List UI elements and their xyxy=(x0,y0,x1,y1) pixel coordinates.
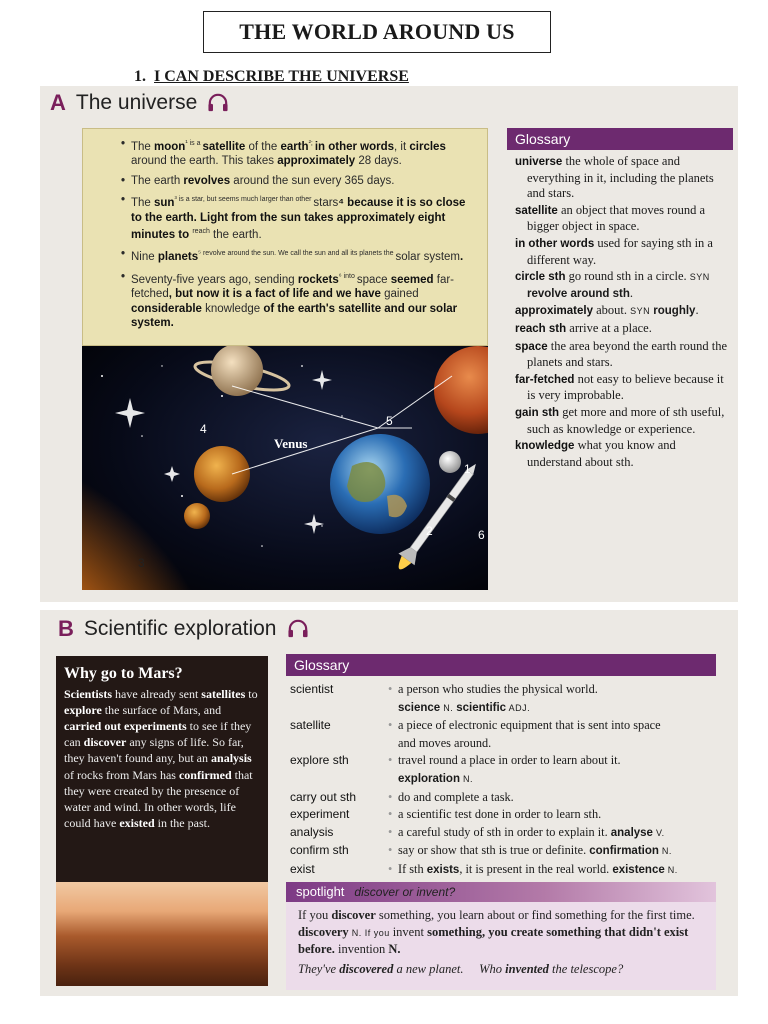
universe-glossary xyxy=(507,128,733,471)
spotlight-examples: They've discovered a new planet. Who invented the telescope? xyxy=(298,961,624,976)
venus-label: Venus xyxy=(274,436,308,451)
glossary-entry: approximately about. SYN roughly. xyxy=(515,303,699,318)
glossary-title: Glossary xyxy=(507,128,733,150)
glossary-row: scientist • a person who studies the physical world. science N. scientific ADJ. xyxy=(290,681,716,717)
label-3: 3 xyxy=(138,556,145,570)
glossary-entry: gain sth get more and more of sth useful, such as knowledge or experience. xyxy=(515,404,725,436)
exploration-glossary xyxy=(286,654,716,880)
mars xyxy=(434,346,488,434)
glossary-row: exist • If sth exists, it is present in the real world. existence N. xyxy=(290,861,716,880)
glossary-row: experiment • a scientific test done in order to learn sth. xyxy=(290,806,716,824)
spotlight-box xyxy=(286,882,716,990)
label-2: 2 xyxy=(426,524,433,538)
section-b-heading: B Scientific exploration xyxy=(58,616,309,642)
mars-paragraph: Scientists have already sent satellites to explore the surface of Mars, and carried out experiments to see if they can discover any signs of life. So far, they haven't found any, but an analysis of rocks from Mars has confirmed that they were created by the presence of water and wind. In other words, life could have existed in the past. xyxy=(64,687,258,830)
solar-system-illustration xyxy=(82,346,488,590)
venus xyxy=(194,446,250,502)
headphones-icon xyxy=(207,93,229,113)
note-item: • Nine planets$^{^5 revolve around the sun. We call the sun and all its planets the}$ solar system. xyxy=(131,247,471,264)
saturn xyxy=(211,346,263,396)
glossary-entry: reach sth arrive at a place. xyxy=(515,320,652,335)
label-6: 6 xyxy=(478,528,485,542)
glossary-entry: far-fetched not easy to believe because it is very improbable. xyxy=(515,371,724,403)
glossary-entry: space the area beyond the earth round the planets and stars. xyxy=(515,338,728,370)
glossary-entry: universe the whole of space and everything in it, including the planets and stars. xyxy=(515,154,714,201)
glossary-row: satellite • a piece of electronic equipment that is sent into space and moves around. xyxy=(290,717,716,752)
note-item: • The earth revolves around the sun every 365 days. xyxy=(131,174,471,189)
glossary-row: explore sth • travel round a place in order to learn about it. exploration N. xyxy=(290,752,716,788)
mercury xyxy=(184,503,210,529)
section-scientific-exploration xyxy=(40,610,738,996)
mars-text-box xyxy=(56,656,268,986)
note-item: • The moon$^{^1 is a}$ satellite of the earth$^{^2;}$ in other words, it circles around the earth. This takes approximately 28 days. xyxy=(131,137,471,169)
glossary-entry: knowledge what you know and understand about sth. xyxy=(515,438,676,469)
universe-notes xyxy=(82,128,488,346)
glossary-entry: in other words used for saying sth in a different way. xyxy=(515,235,713,267)
moon xyxy=(439,451,461,473)
spotlight-header: spotlight discover or invent? xyxy=(286,882,716,902)
glossary-row: analysis • a careful study of sth in order to explain it. analyse V. xyxy=(290,824,716,843)
note-item: • The sun$^{^3 is a star, but seems much larger than other}$ stars⁴ because it is so close to the earth. Light from the sun takes approximately eight minutes to $^{reach}$ the earth. xyxy=(131,193,471,242)
label-1: 1 xyxy=(464,462,471,476)
glossary-entry: circle sth go round sth in a circle. SYN revolve around sth. xyxy=(515,269,710,300)
note-item: • Seventy-five years ago, sending rockets$^{^6 into}$ space seemed far-fetched, but now it is a fact of life and we have gained considerable knowledge of the earth's satellite and our solar system. xyxy=(131,270,471,331)
headphones-icon xyxy=(287,619,309,639)
page-subtitle: 1. I CAN DESCRIBE THE UNIVERSE xyxy=(134,68,409,85)
glossary-row: confirm sth • say or show that sth is true or definite. confirmation N. xyxy=(290,842,716,861)
page-title: THE WORLD AROUND US xyxy=(203,11,551,53)
glossary-row: carry out sth • do and complete a task. xyxy=(290,789,716,807)
section-universe xyxy=(40,86,738,602)
glossary-title: Glossary xyxy=(286,654,716,676)
label-5: 5 xyxy=(386,414,393,428)
glossary-entry: satellite an object that moves round a bigger object in space. xyxy=(515,202,706,234)
mars-surface-photo xyxy=(56,882,268,986)
section-a-heading: A The universe xyxy=(50,90,229,116)
label-4: 4 xyxy=(200,422,207,436)
mars-title: Why go to Mars? xyxy=(64,665,183,682)
solar-system-drawing xyxy=(82,346,488,590)
spotlight-text: If you discover something, you learn about or find something for the first time. discovery N. If you invent something, you create something that didn't exist before. invention N. They've discovered a new planet. Who invented the telescope? xyxy=(286,902,716,977)
